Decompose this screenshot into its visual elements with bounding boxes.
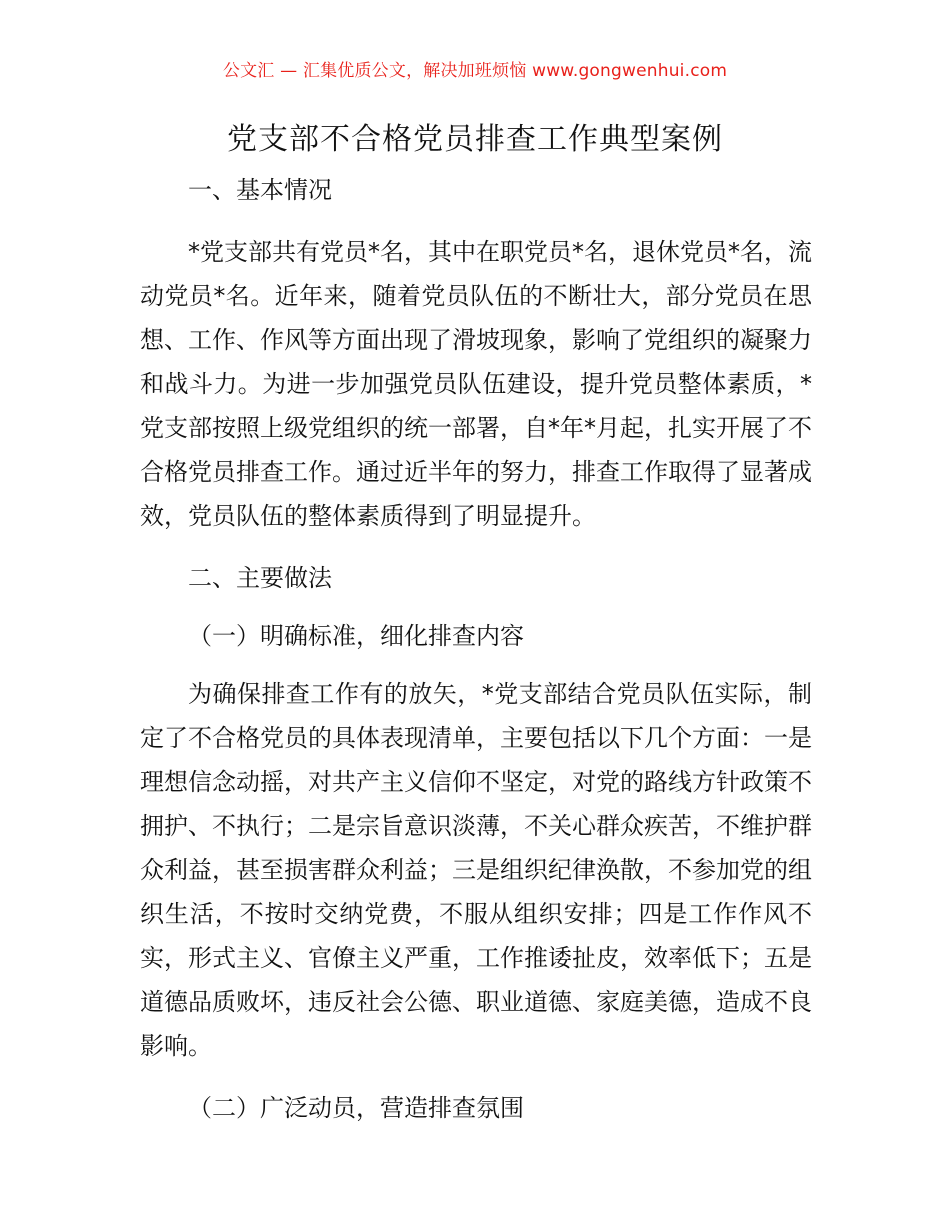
- section-heading-basic-situation: 一、基本情况: [188, 176, 332, 204]
- subheading-clarify-standards: （一）明确标准，细化排查内容: [188, 622, 524, 650]
- document-title: 党支部不合格党员排查工作典型案例: [227, 122, 723, 157]
- subheading-broad-mobilization: （二）广泛动员，营造排查氛围: [188, 1094, 524, 1122]
- paragraph-clarify-standards: 为确保排查工作有的放矢，*党支部结合党员队伍实际，制定了不合格党员的具体表现清单，主要包括以下几个方面：一是理想信念动摇，对共产主义信仰不坚定，对党的路线方针政策不拥护、不执行；二是宗旨意识淡薄，不关心群众疾苦，不维护群众利益，甚至损害群众利益；三是组织纪律涣散，不参加党的组织生活，不按时交纳党费，不服从组织安排；四是工作作风不实，形式主义、官僚主义严重，工作推诿扯皮，效率低下；五是道德品质败坏，违反社会公德、职业道德、家庭美德，造成不良影响。: [140, 680, 812, 1060]
- site-header-banner: 公文汇 — 汇集优质公文，解决加班烦恼 www.gongwenhui.com: [222, 61, 728, 81]
- document-body: [140, 168, 812, 1130]
- paragraph-basic-situation: *党支部共有党员*名，其中在职党员*名，退休党员*名，流动党员*名。近年来，随着党员队伍的不断壮大，部分党员在思想、工作、作风等方面出现了滑坡现象，影响了党组织的凝聚力和战斗力。为进一步加强党员队伍建设，提升党员整体素质，*党支部按照上级党组织的统一部署，自*年*月起，扎实开展了不合格党员排查工作。通过近半年的努力，排查工作取得了显著成效，党员队伍的整体素质得到了明显提升。: [140, 238, 812, 530]
- section-heading-main-practices: 二、主要做法: [188, 564, 332, 592]
